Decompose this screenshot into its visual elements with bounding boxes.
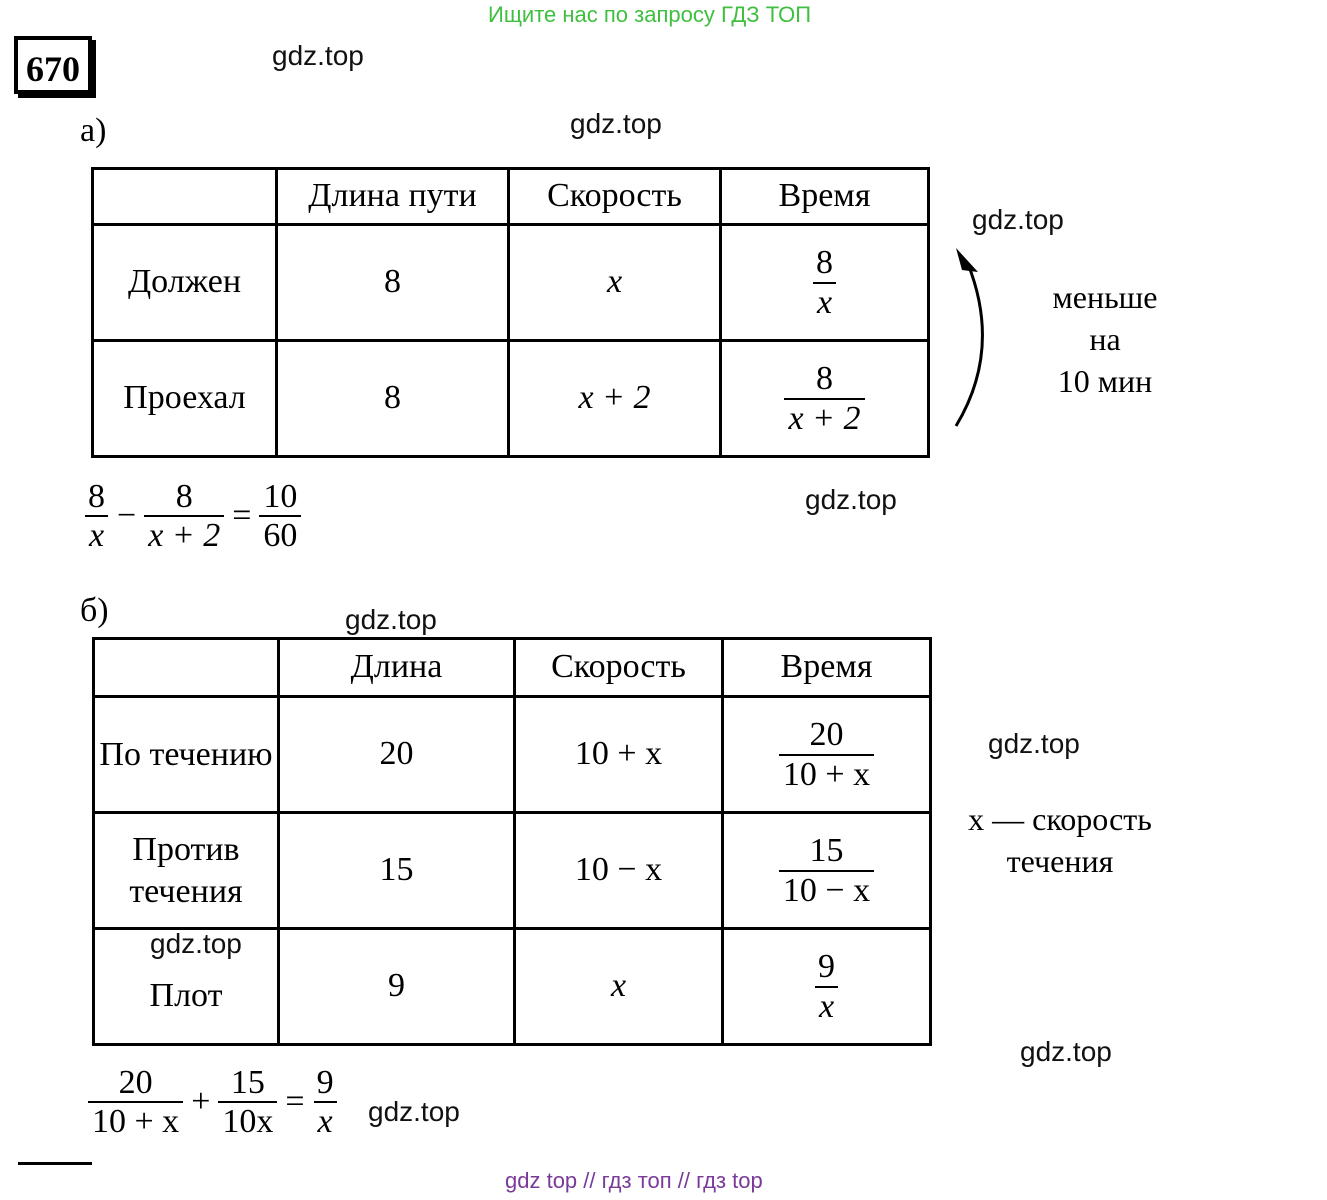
arrow-note-line: меньше xyxy=(1052,279,1158,315)
row-label: Плот xyxy=(94,929,279,1045)
part-a-table xyxy=(91,167,930,458)
speed-cell: x + 2 xyxy=(509,341,721,457)
watermark: gdz.top xyxy=(972,204,1064,235)
header-cell: Скорость xyxy=(509,169,721,225)
fraction-denominator: x xyxy=(813,282,836,321)
header-cell: Длина пути xyxy=(277,169,509,225)
table-row xyxy=(94,813,931,929)
watermark: gdz.top xyxy=(1020,1036,1112,1067)
time-fraction xyxy=(779,716,874,793)
header-cell xyxy=(94,639,279,697)
arrow-note-line: на xyxy=(1089,321,1121,357)
table-row xyxy=(93,341,929,457)
fraction-denominator: x xyxy=(815,986,838,1025)
part-a-label: а) xyxy=(80,112,107,149)
problem-number: 670 xyxy=(14,36,92,94)
speed-cell: x xyxy=(509,225,721,341)
fraction-denominator: 10 − x xyxy=(779,870,874,909)
distance-cell: 20 xyxy=(279,697,515,813)
fraction-denominator: 10 + x xyxy=(88,1101,183,1140)
watermark: gdz.top xyxy=(805,484,897,515)
top-banner: Ищите нас по запросу ГДЗ ТОП xyxy=(488,2,812,27)
watermark: gdz.top xyxy=(150,928,242,959)
fraction-numerator: 8 xyxy=(175,478,193,515)
operator: − xyxy=(117,497,137,535)
fraction-denominator: x + 2 xyxy=(784,398,864,437)
row-label: По течению xyxy=(94,697,279,813)
speed-cell: 10 + x xyxy=(515,697,723,813)
fraction-numerator: 20 xyxy=(118,1064,153,1101)
fraction xyxy=(144,478,224,555)
distance-cell: 9 xyxy=(279,929,515,1045)
fraction-numerator: 9 xyxy=(316,1064,334,1101)
fraction-denominator: 10 + x xyxy=(779,754,874,793)
time-cell xyxy=(723,813,931,929)
watermark: gdz.top xyxy=(368,1096,460,1127)
header-cell: Скорость xyxy=(515,639,723,697)
fraction xyxy=(218,1064,277,1141)
header-cell: Время xyxy=(721,169,929,225)
fraction xyxy=(313,1064,338,1141)
fraction xyxy=(84,478,109,555)
time-cell xyxy=(723,697,931,813)
fraction-numerator: 15 xyxy=(809,832,844,870)
fraction-numerator: 15 xyxy=(230,1064,265,1101)
arrow-note-line: 10 мин xyxy=(1057,363,1153,399)
divider xyxy=(18,1162,92,1165)
fraction-numerator: 8 xyxy=(815,360,833,398)
operator: + xyxy=(191,1083,211,1121)
fraction-denominator: x xyxy=(314,1101,337,1140)
row-label: Должен xyxy=(93,225,277,341)
distance-cell: 8 xyxy=(277,341,509,457)
distance-cell: 8 xyxy=(277,225,509,341)
variable-note xyxy=(950,798,1170,882)
part-b-label: б) xyxy=(80,592,109,629)
speed-cell: x xyxy=(515,929,723,1045)
table-row xyxy=(93,225,929,341)
bottom-banner: gdz top // гдз топ // гдз top xyxy=(505,1168,763,1193)
fraction-numerator: 20 xyxy=(809,716,844,754)
time-fraction xyxy=(812,244,837,321)
watermark: gdz.top xyxy=(272,40,364,71)
curved-arrow-icon xyxy=(940,240,1000,440)
variable-note-line: x — скорость xyxy=(968,801,1152,837)
table-row xyxy=(94,929,931,1045)
speed-cell: 10 − x xyxy=(515,813,723,929)
time-fraction xyxy=(784,360,864,437)
row-label: Проехал xyxy=(93,341,277,457)
equation-a xyxy=(84,478,301,555)
header-cell: Длина xyxy=(279,639,515,697)
fraction-numerator: 8 xyxy=(88,478,105,515)
watermark: gdz.top xyxy=(345,604,437,635)
part-b-table xyxy=(92,637,932,1046)
row-label: Против течения xyxy=(94,813,279,929)
time-cell xyxy=(723,929,931,1045)
fraction xyxy=(88,1064,183,1141)
fraction-numerator: 10 xyxy=(263,478,298,515)
time-cell xyxy=(721,341,929,457)
fraction xyxy=(259,478,301,555)
equation-b xyxy=(88,1064,338,1141)
time-fraction xyxy=(779,832,874,909)
fraction-denominator: x + 2 xyxy=(144,515,224,554)
fraction-numerator: 9 xyxy=(818,948,835,986)
fraction-numerator: 8 xyxy=(816,244,833,282)
distance-cell: 15 xyxy=(279,813,515,929)
fraction-denominator: 60 xyxy=(259,515,301,554)
time-cell xyxy=(721,225,929,341)
fraction-denominator: 10x xyxy=(218,1101,277,1140)
fraction-denominator: x xyxy=(85,515,108,554)
operator: = xyxy=(285,1083,305,1121)
table-row xyxy=(94,697,931,813)
variable-note-line: течения xyxy=(1006,843,1114,879)
header-cell xyxy=(93,169,277,225)
time-fraction xyxy=(814,948,839,1025)
arrow-note xyxy=(1030,276,1180,402)
watermark: gdz.top xyxy=(570,108,662,139)
operator: = xyxy=(232,497,252,535)
header-cell: Время xyxy=(723,639,931,697)
watermark: gdz.top xyxy=(988,728,1080,759)
